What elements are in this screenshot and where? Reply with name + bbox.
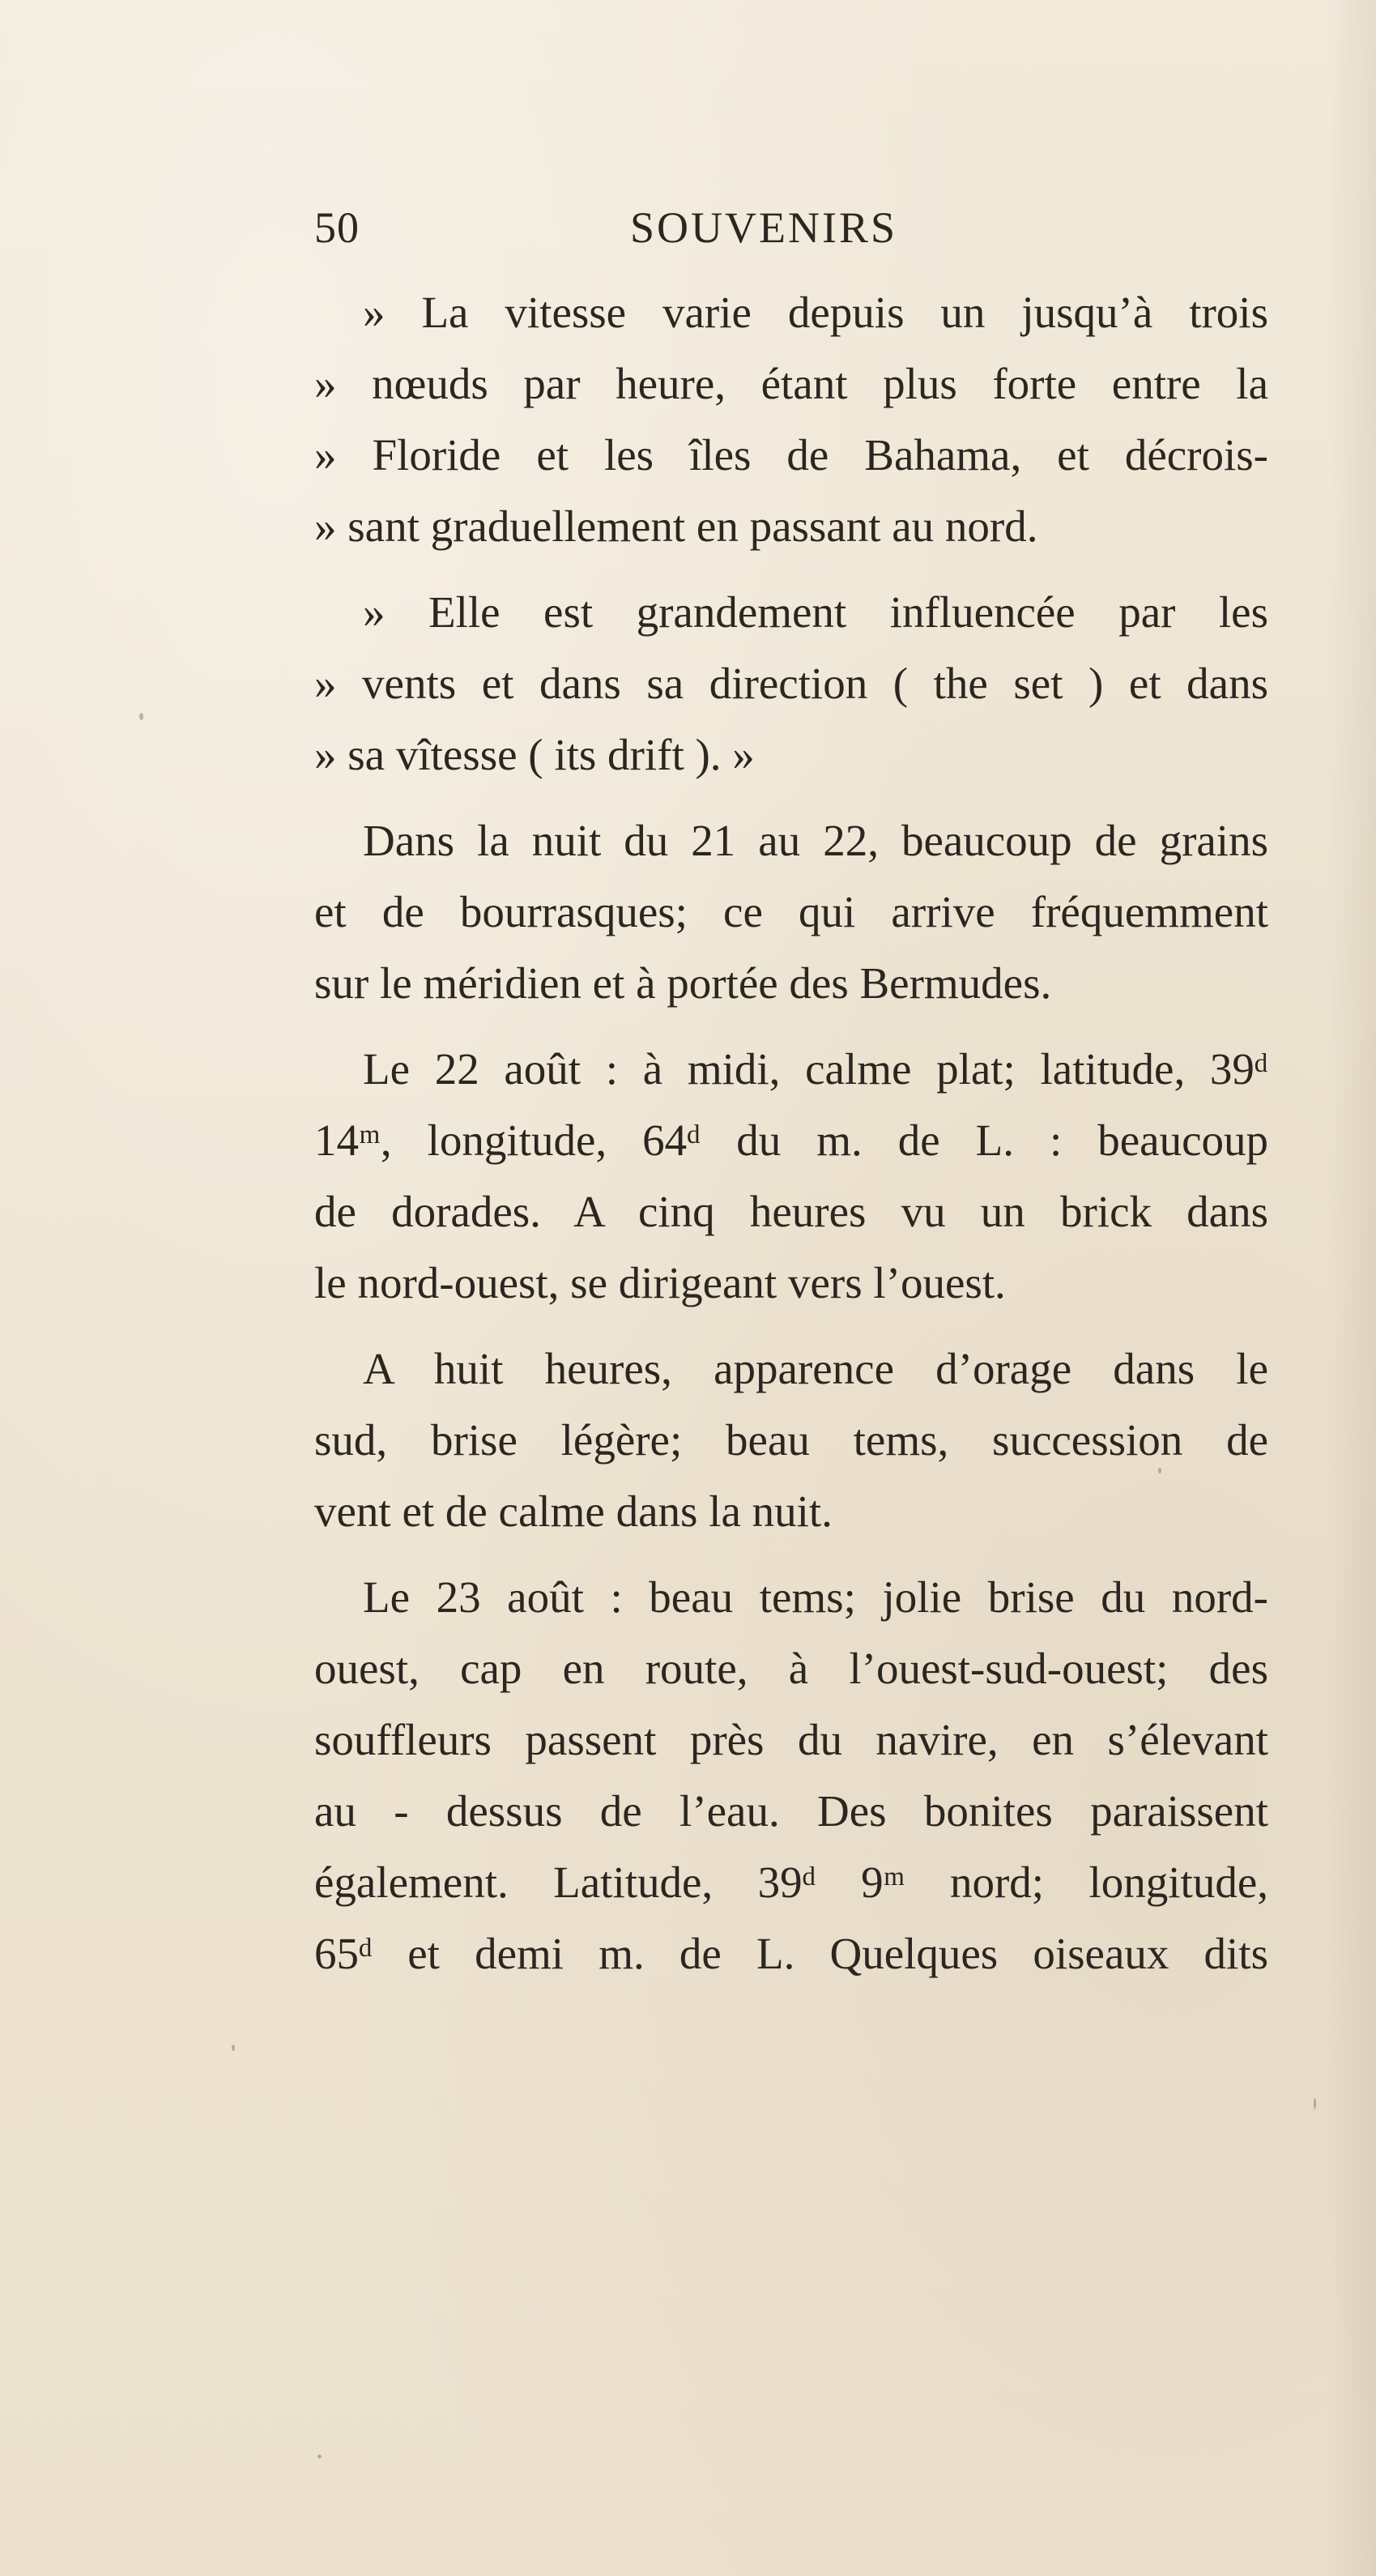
- text-line: également. Latitude, 39ᵈ 9ᵐ nord; longitude,: [314, 1857, 1268, 1907]
- text-line: » vents et dans sa direction ( the set ) et dans: [314, 659, 1268, 708]
- text-line: sur le méridien et à portée des Bermudes.: [314, 958, 1052, 1008]
- text-line: souffleurs passent près du navire, en s’élevant: [314, 1715, 1268, 1764]
- paragraph-quote-winds: [314, 577, 1268, 791]
- paragraph-august-23: [314, 1562, 1268, 1990]
- paper-speck: [317, 2454, 322, 2459]
- text-line: » La vitesse varie depuis un jusqu’à trois: [363, 288, 1268, 337]
- running-head: SOUVENIRS: [630, 203, 898, 252]
- text-line: vent et de calme dans la nuit.: [314, 1486, 833, 1536]
- paper-speck: [139, 713, 143, 720]
- text-line: Le 23 août : beau tems; jolie brise du nord-: [363, 1572, 1268, 1622]
- paragraph-august-22: [314, 1034, 1268, 1319]
- text-line: Le 22 août : à midi, calme plat; latitude, 39ᵈ: [363, 1044, 1268, 1094]
- text-line: et de bourrasques; ce qui arrive fréquemment: [314, 887, 1268, 936]
- text-line: de dorades. A cinq heures vu un brick dans: [314, 1187, 1268, 1236]
- text-line: » sa vîtesse ( its drift ). »: [314, 730, 755, 779]
- paper-speck: [232, 2045, 235, 2051]
- paragraph-night-21-22: [314, 805, 1268, 1019]
- text-line: le nord-ouest, se dirigeant vers l’ouest.: [314, 1258, 1006, 1307]
- paragraph-quote-speed: [314, 277, 1268, 562]
- text-line: au - dessus de l’eau. Des bonites paraissent: [314, 1786, 1268, 1836]
- text-line: » Elle est grandement influencée par les: [363, 587, 1268, 637]
- body-text: [314, 277, 1268, 2004]
- text-line: sud, brise légère; beau tems, succession de: [314, 1415, 1268, 1465]
- text-line: Dans la nuit du 21 au 22, beaucoup de grains: [363, 816, 1268, 865]
- text-line: » nœuds par heure, étant plus forte entre la: [314, 359, 1268, 408]
- paper-speck: [1314, 2098, 1316, 2109]
- text-line: » sant graduellement en passant au nord.: [314, 501, 1038, 551]
- page-header: [314, 199, 1124, 256]
- text-line: 14ᵐ, longitude, 64ᵈ du m. de L. : beaucoup: [314, 1115, 1268, 1165]
- text-line: 65ᵈ et demi m. de L. Quelques oiseaux dits: [314, 1929, 1268, 1978]
- page-number: 50: [314, 203, 360, 252]
- paper-speck: [1158, 1468, 1161, 1474]
- page-edge-shadow: [1327, 0, 1376, 2576]
- text-line: ouest, cap en route, à l’ouest-sud-ouest; des: [314, 1644, 1268, 1693]
- paragraph-eight-oclock: [314, 1333, 1268, 1547]
- text-line: A huit heures, apparence d’orage dans le: [363, 1344, 1268, 1393]
- text-line: » Floride et les îles de Bahama, et décrois-: [314, 430, 1268, 480]
